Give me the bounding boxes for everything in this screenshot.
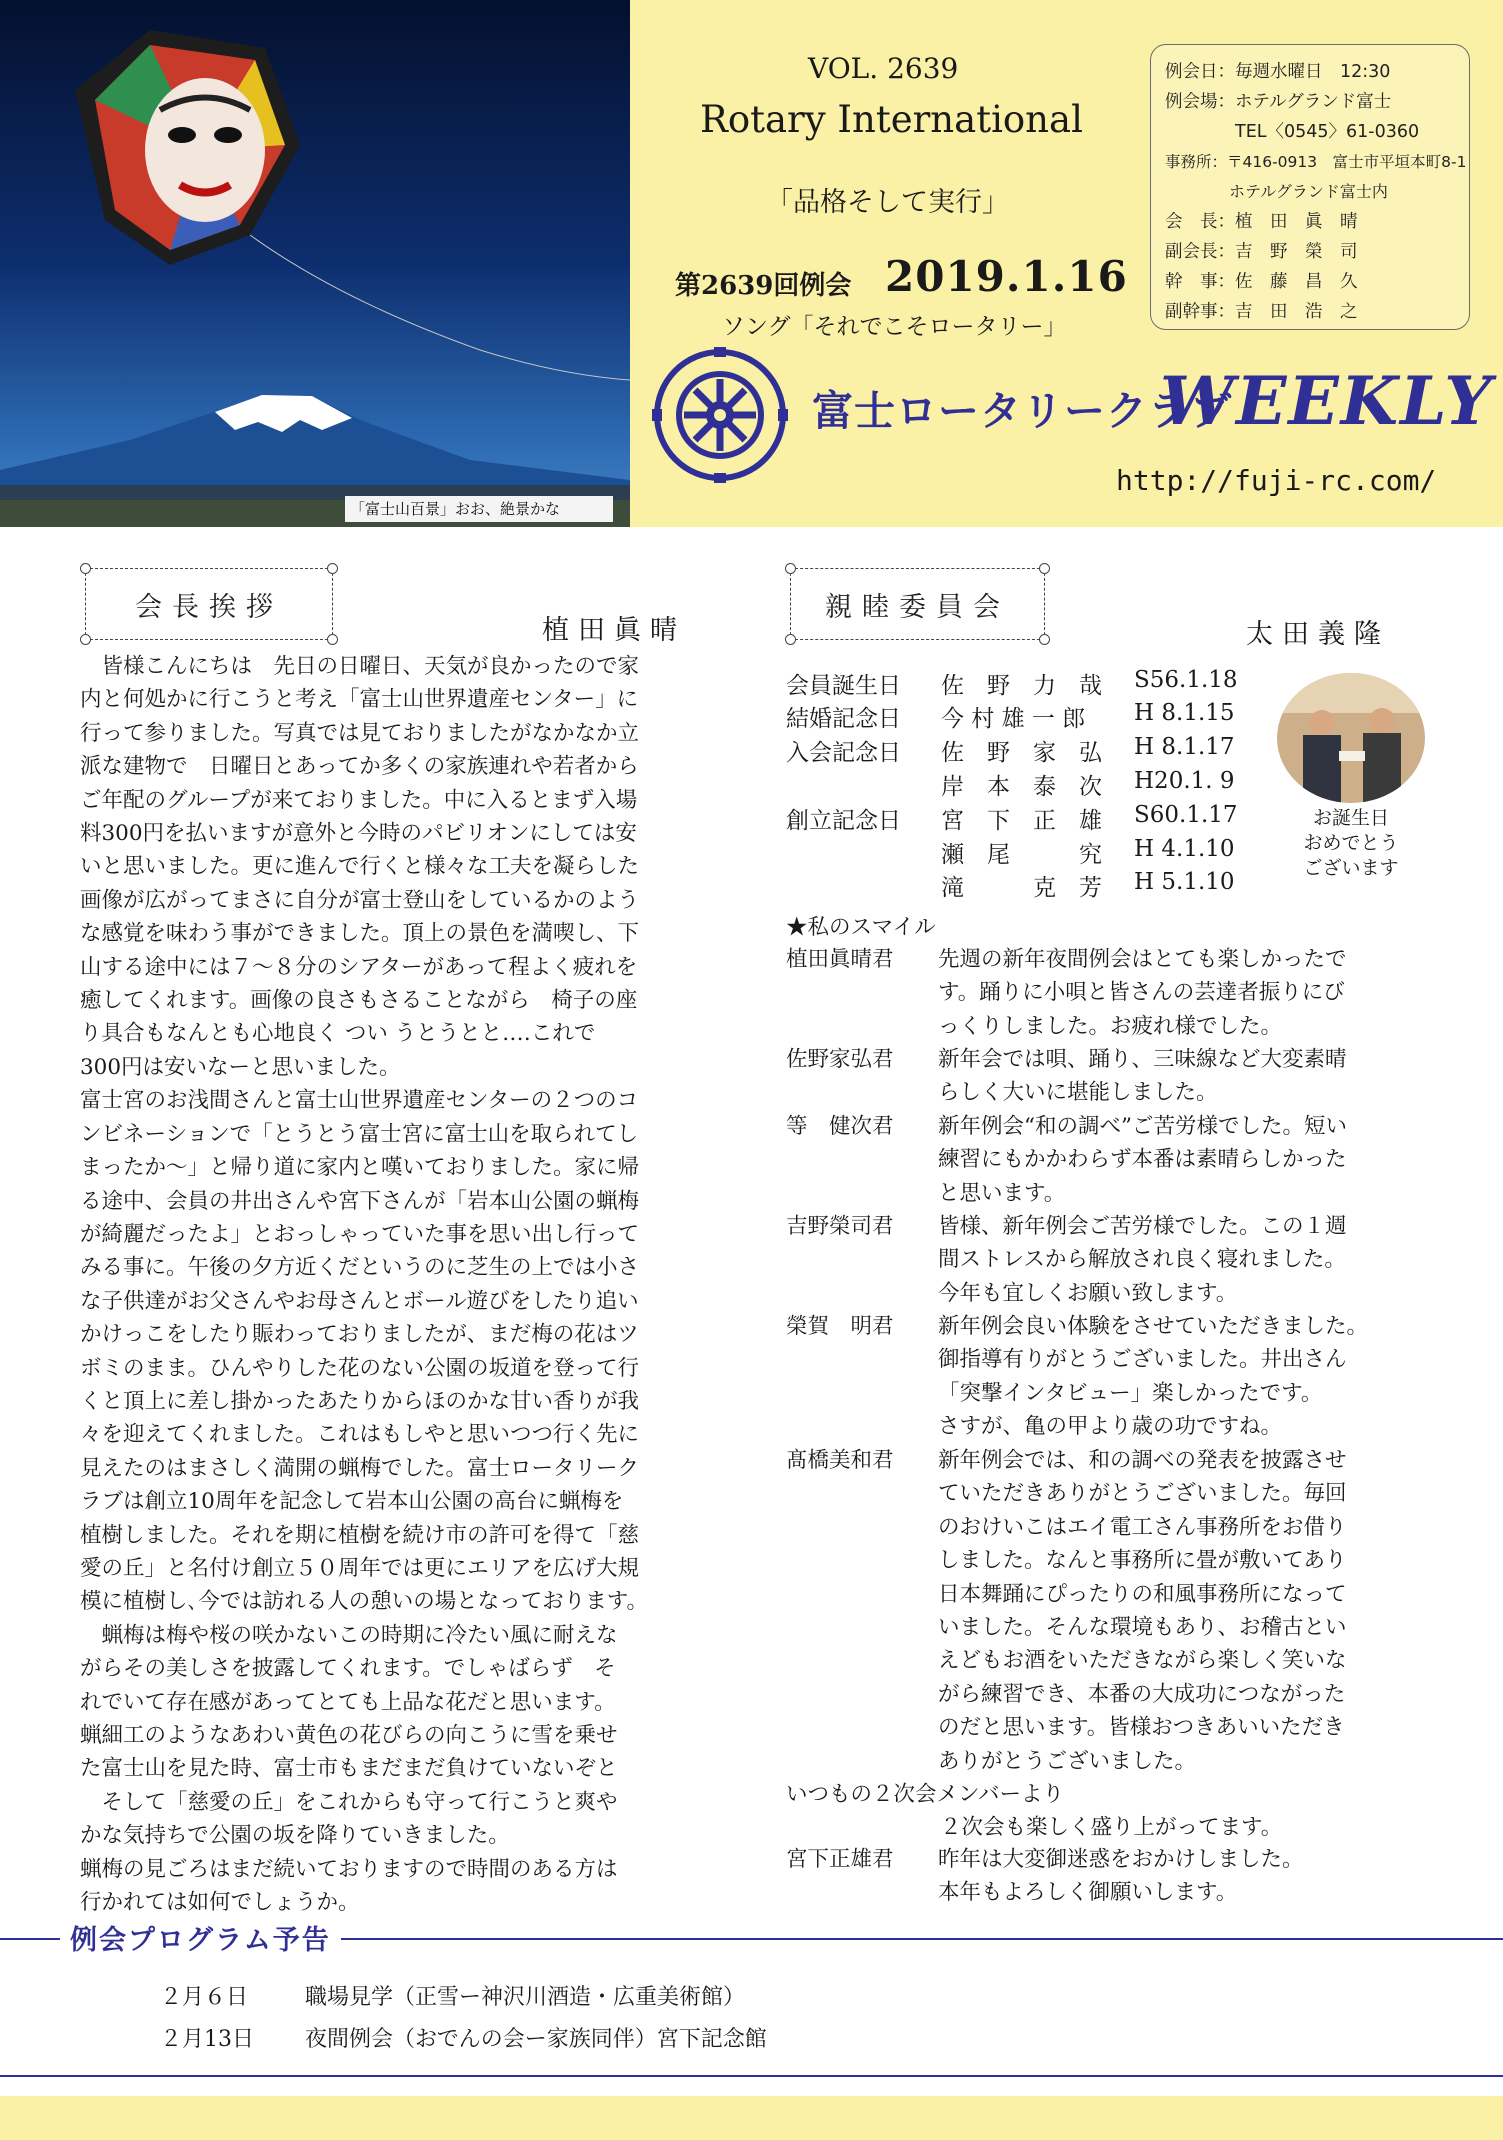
smile-name: 等 健次君 [786,1114,894,1139]
smile-line: 先週の新年夜間例会はとても楽しかったで [938,947,1347,972]
message-line: 蝋梅は梅や桜の咲かないこの時期に冷たい風に耐えな [80,1622,618,1648]
message-line: まったか～」と帰り道に家内と嘆いておりました。家に帰 [80,1155,640,1181]
smile-line: 「突撃インタビュー」楽しかったです。 [938,1380,1323,1406]
name-cell: 瀬 尾 究 [941,842,1102,868]
smile-line: のだと思います。皆様おつきあいいただき [938,1715,1345,1741]
smile-text [938,1210,1347,1310]
smile-name: 吉野榮司君 [786,1214,894,1239]
message-line: 行って参りました。写真では見ておりましたがなかなか立 [80,720,640,746]
table-row [786,667,1238,700]
header-photo [0,0,630,527]
program-row [160,1980,746,2011]
info-line: 副会長：吉 野 榮 司 [1165,242,1358,262]
smile-name: 榮賀 明君 [786,1314,894,1339]
smile-text [938,1043,1347,1110]
song-title: ソング「それでこそロータリー」 [722,314,1067,340]
date-cell: H20.1. 9 [1134,768,1235,794]
message-line: た富士山を見た時、富士市もまだまだ負けていないぞと [80,1756,618,1782]
program-title: 例会プログラム予告 [60,1918,341,1957]
table-row [786,700,1235,733]
info-line: TEL〈0545〉61-0360 [1165,122,1420,142]
category-cell: 入会記念日 [786,740,901,766]
president-heading: 会長挨拶 [135,591,283,623]
program-text: 夜間例会（おでんの会ー家族同伴）宮下記念館 [305,2027,767,2052]
message-line: ボミのまま。ひんやりした花のない公園の坂道を登って行 [80,1355,640,1381]
rotary-international-title: Rotary International [700,98,1083,141]
message-line: 蝋梅の見ごろはまだ続いておりますので時間のある方は [80,1856,618,1882]
smile-title: ★私のスマイル [786,915,936,940]
category-cell: 会員誕生日 [786,673,901,699]
message-line: 300円は安いなーと思いました。 [80,1054,401,1080]
photo-caption: 「富士山百景」おお、絶景かな [350,500,561,518]
category-cell: 創立記念日 [786,808,901,834]
corner-dot [80,634,91,645]
smile-line: がら練習でき、本番の大成功につながった [938,1681,1346,1707]
corner-dot [327,563,338,574]
message-line: くと頂上に差し掛かったあたりからほのかな甘い香りが我 [80,1388,640,1414]
smile-line: しました。なんと事務所に畳が敷いてあり [938,1548,1347,1574]
name-cell: 宮 下 正 雄 [941,808,1102,834]
smile-name: 髙橋美和君 [786,1448,894,1473]
meeting-number: 第2639回例会 [675,271,852,301]
corner-dot [1039,634,1050,645]
smile-line: 新年例会“和の調べ”ご苦労様でした。短い [938,1114,1347,1139]
rotary-emblem-icon [650,345,790,485]
message-line: 模に植樹し､今では訪れる人の憩いの場となっております。 [80,1589,649,1615]
smile-line: っくりしました。お疲れ様でした。 [938,1013,1283,1039]
message-line: 癒してくれます。画像の良さもさることながら 椅子の座 [80,988,638,1014]
date-cell: H 8.1.17 [1134,734,1235,760]
message-line: 内と何処かに行こうと考え「富士山世界遺産センター」に [80,687,639,713]
friendship-heading: 親睦委員会 [825,591,1010,623]
date-cell: H 5.1.10 [1134,869,1235,895]
corner-dot [1039,563,1050,574]
table-row [786,734,1235,767]
smile-line: らしく大いに堪能しました。 [938,1080,1218,1106]
message-line: 蝋細工のようなあわい黄色の花びらの向こうに雪を乗せ [80,1723,618,1748]
smile-line: 新年例会良い体験をさせていただきました。 [938,1314,1369,1339]
category-cell: 結婚記念日 [786,706,901,732]
motto: 「品格そして実行」 [766,187,1009,218]
info-line: 例会場：ホテルグランド富士 [1165,92,1392,112]
smile-name: 植田眞晴君 [786,947,894,972]
footer-band [0,2096,1503,2140]
club-name: 富士ロータリークラブ [812,387,1232,435]
smile-text [938,943,1347,1043]
footer-line [0,2075,1503,2077]
caption-line: お誕生日 [1312,807,1389,829]
corner-dot [327,634,338,645]
message-line: 植樹しました。それを期に植樹を続け市の許可を得て「慈 [80,1522,640,1548]
smile-group-line: ２次会も楽しく盛り上がってます。 [940,1815,1283,1840]
smile-line: ていただきありがとうございました。毎回 [938,1481,1347,1507]
message-line: れでいて存在感があってとても上品な花だと思います。 [80,1689,616,1715]
message-line: みる事に。午後の夕方近くだというのに芝生の上では小さ [80,1255,640,1281]
message-line: 行かれては如何でしょうか。 [80,1890,360,1916]
message-line: 々を迎えてくれました。これはもしやと思いつつ行く先に [80,1422,640,1448]
smile-line: 新年例会では、和の調べの発表を披露させ [938,1448,1347,1473]
info-line: 例会日：毎週水曜日 12:30 [1165,62,1391,82]
name-cell: 岸 本 泰 次 [941,774,1102,800]
president-heading-box [85,568,333,640]
birthday-caption [1275,806,1427,881]
message-line: 見えたのはまさしく満開の蝋梅でした。富士ロータリーク [80,1455,640,1481]
smile-line: 今年も宜しくお願い致します。 [938,1280,1238,1306]
name-cell: 佐 野 力 哉 [941,673,1102,699]
smile-line: のおけいこはエイ電工さん事務所をお借り [938,1514,1347,1540]
smile-text [938,1843,1304,1910]
message-line: な子供達がお父さんやお母さんとボール遊びをしたり追い [80,1288,639,1314]
date-cell: S56.1.18 [1134,667,1238,693]
message-line: かけっこをしたり賑わっておりましたが、まだ梅の花はツ [80,1322,639,1348]
smile-line: と思います。 [938,1180,1066,1206]
info-line: 事務所：〒416-0913 富士市平垣本町8-1 [1165,153,1467,171]
message-line: な感覚を味わう事ができました。頂上の景色を満喫し、下 [80,921,640,947]
smile-line: 本年もよろしく御願いします。 [938,1880,1238,1906]
message-line: 愛の丘」と名付け創立５０周年では更にエリアを広げ大規 [80,1555,640,1581]
message-line: り具合もなんとも心地良く つい うとうとと‥‥これで [80,1021,596,1047]
date-cell: H 8.1.15 [1134,700,1235,726]
friendship-heading-box [790,568,1045,640]
smile-line: 間ストレスから解放され良く寝れました。 [938,1247,1346,1273]
meeting-date: 2019.1.16 [885,252,1128,301]
smile-group-title: いつもの２次会メンバーより [786,1782,1064,1807]
info-line: 会 長：植 田 眞 晴 [1165,212,1358,232]
smile-line: 新年会では唄、踊り、三味線など大変素晴 [938,1047,1347,1072]
birthday-photo [1277,673,1425,803]
smile-line: 日本舞踊にぴったりの和風事務所になって [938,1581,1347,1607]
message-line: いと思いました。更に進んで行くと様々な工夫を凝らした [80,854,640,880]
caption-line: おめでとう [1303,832,1399,854]
info-line: ホテルグランド富士内 [1165,182,1388,201]
message-line: ラブは創立10周年を記念して岩本山公園の高台に蝋梅を [80,1489,624,1515]
program-date: ２月６日 [160,1985,249,2010]
smile-line: 御指導有りがとうございました。井出さん [938,1347,1347,1373]
date-cell: H 4.1.10 [1134,836,1235,862]
info-line: 副幹事：吉 田 浩 之 [1165,302,1358,322]
name-cell: 佐 野 家 弘 [941,740,1102,766]
smile-line: 昨年は大変御迷惑をおかけしました。 [938,1847,1304,1872]
table-row [786,802,1238,835]
corner-dot [785,634,796,645]
info-line: 幹 事：佐 藤 昌 久 [1165,272,1358,292]
club-url-link[interactable]: http://fuji-rc.com/ [1116,464,1437,497]
program-date: ２月13日 [160,2027,254,2052]
president-message [80,650,648,1919]
message-line: 画像が広がってまさに自分が富士登山をしているかのよう [80,887,640,913]
corner-dot [80,563,91,574]
smile-line: いました。そんな環境もあり、お稽古とい [938,1615,1347,1641]
caption-line: ございます [1303,857,1399,879]
smile-line: 練習にもかかわらず本番は素晴らしかった [938,1147,1347,1173]
smile-text [938,1310,1368,1444]
smile-text [938,1110,1347,1210]
smile-name: 佐野家弘君 [786,1047,894,1072]
message-line: る途中、会員の井出さんや宮下さんが「岩本山公園の蝋梅 [80,1188,640,1214]
smile-line: す。踊りに小唄と皆さんの芸達者振りにび [938,980,1345,1006]
smile-line: えどもお酒をいただきながら楽しく笑いな [938,1648,1347,1674]
message-line: 山する途中には７～８分のシアターがあって程よく疲れを [80,954,638,980]
date-cell: S60.1.17 [1134,802,1238,828]
smile-line: 皆様、新年例会ご苦労様でした。この１週 [938,1214,1347,1239]
message-line: ご年配のグループが来ておりました。中に入るとまず入場 [80,787,638,813]
message-line: ンビネーションで「とうとう富士宮に富士山を取られてし [80,1121,639,1147]
message-line: 派な建物で 日曜日とあってか多くの家族連れや若者から [80,754,639,780]
message-line: そして「慈愛の丘」をこれからも守って行こうと爽や [80,1789,618,1815]
program-text: 職場見学（正雪ー神沢川酒造・広重美術館） [305,1985,746,2010]
weekly-title: WEEKLY [1160,362,1494,440]
smile-line: さすが、亀の甲より歳の功ですね。 [938,1414,1283,1440]
friendship-author: 太田義隆 [1246,619,1390,650]
volume-number: VOL. 2639 [808,52,959,85]
message-line: がらその美しさを披露してくれます。でしゃばらず そ [80,1656,616,1682]
message-line: かな気持ちで公園の坂を降りていきました。 [80,1823,510,1849]
message-line: が綺麗だったよ」とおっしゃっていた事を思い出し行って [80,1221,640,1247]
message-line: 富士宮のお浅間さんと富士山世界遺産センターの２つのコ [80,1088,639,1114]
smile-text [938,1444,1347,1778]
program-row [160,2022,767,2053]
name-cell: 滝 克 芳 [941,875,1102,901]
name-cell: 今 村 雄 一 郎 [941,706,1086,732]
smile-name: 宮下正雄君 [786,1847,894,1872]
president-author: 植田眞晴 [542,615,686,646]
message-line: 料300円を払いますが意外と今時のパビリオンにしては安 [80,821,637,847]
smile-line: ありがとうございました。 [938,1748,1197,1774]
message-line: 皆様こんにちは 先日の日曜日、天気が良かったので家 [80,654,640,679]
corner-dot [785,563,796,574]
club-info-box [1150,44,1470,330]
kite-fuji-photo [0,0,630,527]
